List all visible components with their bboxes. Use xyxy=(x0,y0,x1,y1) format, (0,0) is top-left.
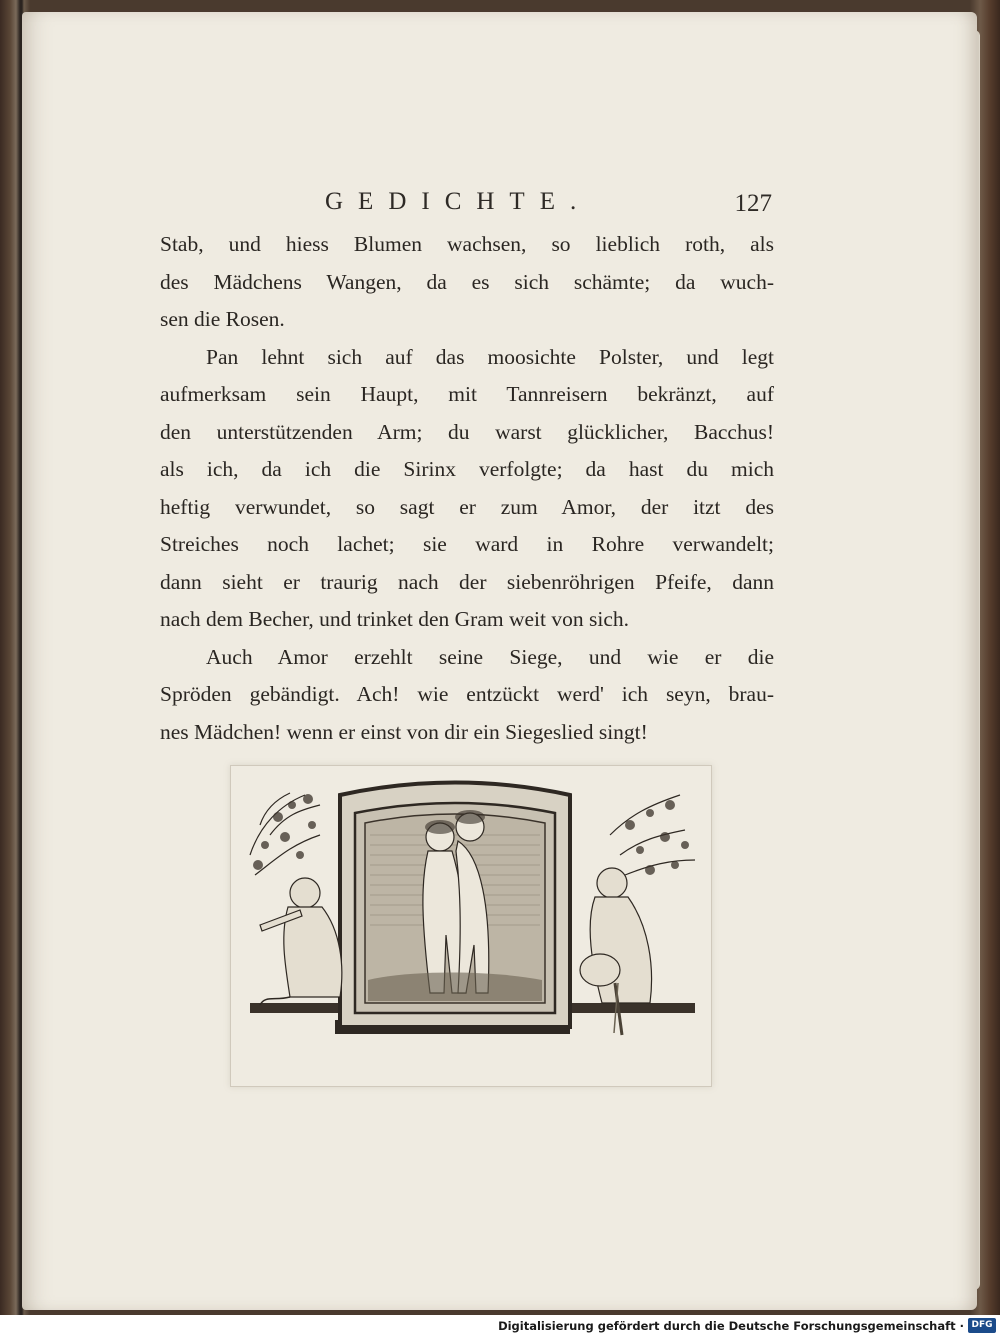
text-line: aufmerksam sein Haupt, mit Tannreisern bekränzt, auf xyxy=(160,382,774,406)
vignette-engraving xyxy=(230,765,710,1065)
text-line: Auch Amor erzehlt seine Siege, und wie er die xyxy=(206,644,774,669)
text-line: nes Mädchen! wenn er einst von dir ein Siegeslied singt! xyxy=(160,719,648,744)
page-number: 127 xyxy=(734,190,772,217)
footer-bar xyxy=(0,1315,1000,1338)
page-header xyxy=(160,188,778,222)
text-line: Spröden gebändigt. Ach! wie entzückt werd' ich seyn, brau- xyxy=(160,682,774,706)
text-line: dann sieht er traurig nach der siebenröhrigen Pfeife, dann xyxy=(160,569,774,594)
text-line: Stab, und hiess Blumen wachsen, so lieblich roth, als xyxy=(160,232,774,256)
body-text xyxy=(160,226,774,751)
text-line: als ich, da ich die Sirinx verfolgte; da hast du mich xyxy=(160,457,774,481)
running-title: GEDICHTE. xyxy=(325,188,592,215)
text-line: Streiches noch lachet; sie ward in Rohre verwandelt; xyxy=(160,532,774,556)
text-line: nach dem Becher, und trinket den Gram weit von sich. xyxy=(160,607,630,631)
dfg-logo-icon: DFG xyxy=(968,1318,996,1333)
text-line: Pan lehnt sich auf das moosichte Polster, und legt xyxy=(206,344,774,369)
text-line: heftig verwundet, so sagt er zum Amor, der itzt des xyxy=(160,494,774,519)
text-line: den unterstützenden Arm; du warst glücklicher, Bacchus! xyxy=(160,419,774,444)
digitization-credit: Digitalisierung gefördert durch die Deutsche Forschungsgemeinschaft · xyxy=(498,1319,964,1333)
text-line: des Mädchens Wangen, da es sich schämte; da wuch- xyxy=(160,269,774,294)
text-line: sen die Rosen. xyxy=(160,307,285,331)
